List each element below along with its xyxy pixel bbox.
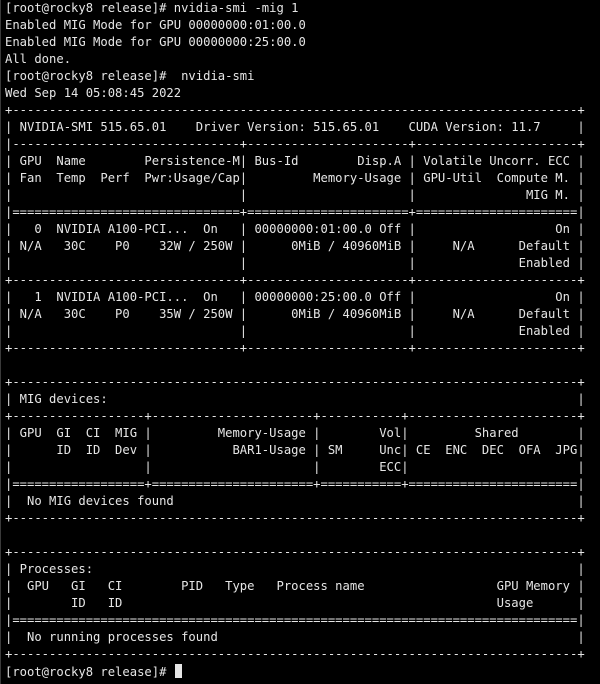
smi-version-row: | NVIDIA-SMI 515.65.01 Driver Version: 515.65.01 CUDA Version: 11.7 | bbox=[5, 120, 585, 134]
gpu1-row-1: | 1 NVIDIA A100-PCI... On | 00000000:25:00.0 Off | On | bbox=[5, 290, 585, 304]
terminal-line-enabled-gpu0: Enabled MIG Mode for GPU 00000000:01:00.0 bbox=[5, 18, 306, 32]
text-cursor bbox=[175, 664, 182, 678]
terminal-line-all-done: All done. bbox=[5, 52, 72, 66]
gpu1-row-3: | | | Enabled | bbox=[5, 324, 585, 338]
gpu-row-divider: +-------------------------------+----------------------+----------------------+ bbox=[5, 273, 585, 287]
process-header-row-1: | GPU GI CI PID Type Process name GPU Memory | bbox=[5, 579, 585, 593]
mig-table-border-bottom: +-----------------------------------------------------------------------------+ bbox=[5, 511, 585, 525]
smi-table-border-bottom: +-------------------------------+----------------------+----------------------+ bbox=[5, 341, 585, 355]
mig-header-row-3: | | | ECC| | bbox=[5, 460, 585, 474]
terminal-line-timestamp: Wed Sep 14 05:08:45 2022 bbox=[5, 86, 182, 100]
process-header-separator: |=============================================================================| bbox=[5, 613, 585, 627]
prompt-text: [root@rocky8 release]# bbox=[5, 665, 174, 679]
gpu0-row-2: | N/A 30C P0 32W / 250W | 0MiB / 40960MiB | N/A Default | bbox=[5, 239, 585, 253]
process-table-border-top: +-----------------------------------------------------------------------------+ bbox=[5, 545, 585, 559]
smi-table-divider: |-------------------------------+----------------------+----------------------+ bbox=[5, 137, 585, 151]
gpu0-row-1: | 0 NVIDIA A100-PCI... On | 00000000:01:00.0 Off | On | bbox=[5, 222, 585, 236]
gpu0-row-3: | | | Enabled | bbox=[5, 256, 585, 270]
window-edge bbox=[0, 0, 1, 684]
gpu1-row-2: | N/A 30C P0 35W / 250W | 0MiB / 40960MiB | N/A Default | bbox=[5, 307, 585, 321]
smi-header-separator: |===============================+======================+======================| bbox=[5, 205, 585, 219]
smi-header-row-1: | GPU Name Persistence-M| Bus-Id Disp.A | Volatile Uncorr. ECC | bbox=[5, 154, 585, 168]
terminal-line-prompt-smi: [root@rocky8 release]# nvidia-smi bbox=[5, 69, 255, 83]
smi-header-row-2: | Fan Temp Perf Pwr:Usage/Cap| Memory-Usage | GPU-Util Compute M. | bbox=[5, 171, 585, 185]
mig-header-row-2: | ID ID Dev | BAR1-Usage | SM Unc| CE ENC DEC OFA JPG| bbox=[5, 443, 585, 457]
process-none-row: | No running processes found | bbox=[5, 630, 585, 644]
processes-title: | Processes: | bbox=[5, 562, 585, 576]
terminal-line-enabled-gpu1: Enabled MIG Mode for GPU 00000000:25:00.0 bbox=[5, 35, 306, 49]
mig-table-border-top: +-----------------------------------------------------------------------------+ bbox=[5, 375, 585, 389]
mig-table-divider: +------------------+----------------------+-----------+-----------------------+ bbox=[5, 409, 585, 423]
terminal-prompt-current[interactable] bbox=[5, 664, 182, 681]
smi-header-row-3: | | | MIG M. | bbox=[5, 188, 585, 202]
mig-no-devices-row: | No MIG devices found | bbox=[5, 494, 585, 508]
mig-header-separator: |==================+======================+===========+=======================| bbox=[5, 477, 585, 491]
process-header-row-2: | ID ID Usage | bbox=[5, 596, 585, 610]
process-table-border-bottom: +-----------------------------------------------------------------------------+ bbox=[5, 647, 585, 661]
terminal-line-prompt-mig: [root@rocky8 release]# nvidia-smi -mig 1 bbox=[5, 1, 299, 15]
smi-table-border-top: +-----------------------------------------------------------------------------+ bbox=[5, 103, 585, 117]
mig-devices-title: | MIG devices: | bbox=[5, 392, 585, 406]
mig-header-row-1: | GPU GI CI MIG | Memory-Usage | Vol| Shared | bbox=[5, 426, 585, 440]
